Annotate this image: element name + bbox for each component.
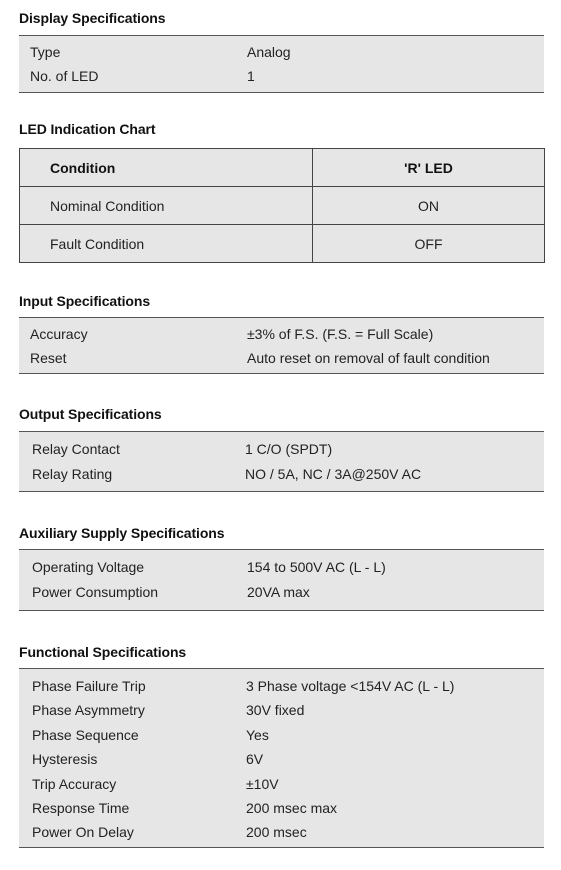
spec-value: 200 msec	[246, 824, 307, 840]
spec-label: Phase Failure Trip	[32, 678, 146, 694]
spec-label: Operating Voltage	[32, 559, 145, 575]
output-spec-table	[19, 431, 544, 492]
spec-label: Power On Delay	[32, 824, 134, 840]
table-row	[19, 824, 544, 848]
table-row	[19, 800, 544, 824]
led-state-cell: ON	[313, 187, 545, 225]
led-chart-title: LED Indication Chart	[19, 121, 156, 137]
spec-value: 1	[247, 68, 255, 84]
spec-label: Response Time	[32, 800, 130, 816]
header-condition: Condition	[20, 149, 313, 187]
table-row	[19, 326, 544, 350]
spec-label: Type	[30, 44, 61, 60]
input-spec-title: Input Specifications	[19, 293, 151, 309]
table-row	[19, 68, 544, 92]
spec-value: 200 msec max	[246, 800, 338, 816]
functional-spec-table	[19, 668, 544, 848]
spec-value: NO / 5A, NC / 3A@250V AC	[245, 466, 422, 482]
auxiliary-spec-table	[19, 549, 544, 611]
spec-label: Reset	[30, 350, 67, 366]
condition-cell: Nominal Condition	[20, 187, 313, 225]
auxiliary-spec-title: Auxiliary Supply Specifications	[19, 525, 225, 541]
table-row	[19, 776, 544, 800]
table-row	[19, 678, 544, 702]
spec-label: Phase Asymmetry	[32, 702, 145, 718]
spec-label: Trip Accuracy	[32, 776, 117, 792]
spec-label: Relay Rating	[32, 466, 113, 482]
spec-label: Power Consumption	[32, 584, 159, 600]
table-row	[19, 466, 544, 490]
spec-label: Accuracy	[30, 326, 88, 342]
table-row	[19, 44, 544, 68]
table-header-row	[20, 149, 545, 187]
spec-label: Relay Contact	[32, 441, 120, 457]
led-indication-table	[19, 148, 545, 263]
spec-value: Analog	[247, 44, 291, 60]
table-row	[19, 702, 544, 726]
condition-cell: Fault Condition	[20, 225, 313, 263]
display-spec-title: Display Specifications	[19, 10, 166, 26]
table-row	[19, 350, 544, 374]
table-row	[19, 727, 544, 751]
table-row	[20, 225, 545, 263]
table-row	[20, 187, 545, 225]
table-row	[19, 441, 544, 465]
led-state-cell: OFF	[313, 225, 545, 263]
spec-label: Phase Sequence	[32, 727, 139, 743]
table-row	[19, 584, 544, 608]
spec-value: Auto reset on removal of fault condition	[247, 350, 490, 366]
functional-spec-title: Functional Specifications	[19, 644, 187, 660]
table-row	[19, 559, 544, 583]
spec-value: ±10V	[246, 776, 279, 792]
header-r-led: 'R' LED	[313, 149, 545, 187]
spec-value: ±3% of F.S. (F.S. = Full Scale)	[247, 326, 434, 342]
spec-value: 3 Phase voltage <154V AC (L - L)	[246, 678, 455, 694]
input-spec-table	[19, 317, 544, 374]
spec-label: Hysteresis	[32, 751, 98, 767]
spec-label: No. of LED	[30, 68, 99, 84]
spec-value: 154 to 500V AC (L - L)	[247, 559, 386, 575]
output-spec-title: Output Specifications	[19, 406, 162, 422]
spec-value: 1 C/O (SPDT)	[245, 441, 333, 457]
display-spec-table	[19, 35, 544, 93]
spec-value: 6V	[246, 751, 264, 767]
spec-value: 30V fixed	[246, 702, 305, 718]
spec-value: Yes	[246, 727, 269, 743]
spec-value: 20VA max	[247, 584, 310, 600]
table-row	[19, 751, 544, 775]
